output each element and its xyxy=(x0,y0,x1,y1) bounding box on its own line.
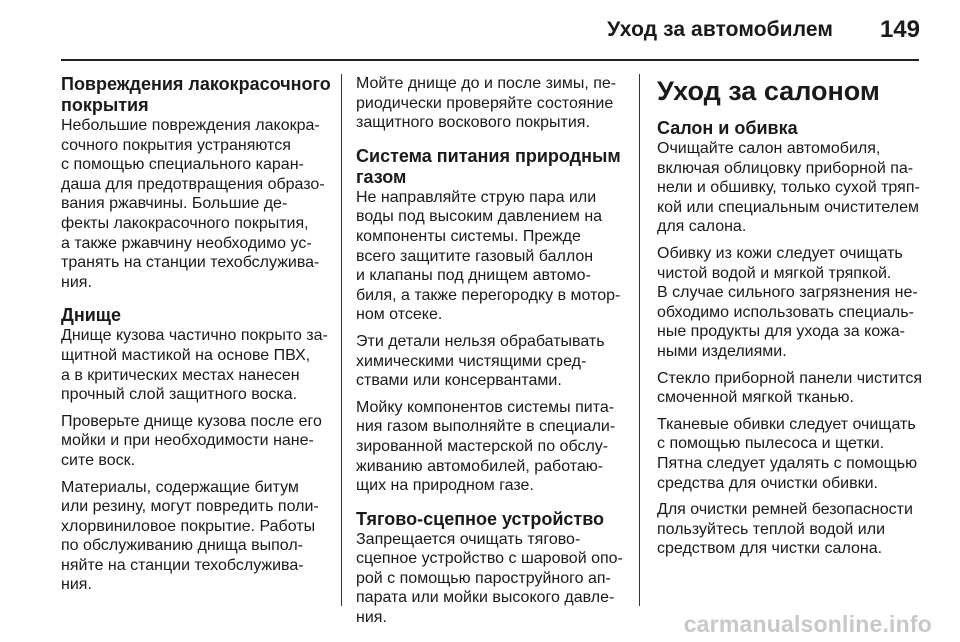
text-line: ными изделиями. xyxy=(657,342,787,360)
page-header xyxy=(0,0,960,58)
header-divider xyxy=(61,59,919,61)
text-line: по обслуживанию днища выпол- xyxy=(61,537,303,555)
column-1 xyxy=(61,74,333,595)
text-line: прочный слой защитного воска. xyxy=(61,386,298,404)
column-divider-1 xyxy=(341,74,342,606)
column-divider-2 xyxy=(639,74,640,606)
text-line: вания ржавчины. Большие де- xyxy=(61,195,288,213)
text-line: обходимо использовать специаль- xyxy=(657,303,914,321)
text-line: Пятна следует удалять с помощью xyxy=(657,454,918,472)
text-line: хлорвиниловое покрытие. Работы xyxy=(61,517,316,535)
text-line: ния. xyxy=(61,273,92,291)
section-title-underbody: Днище xyxy=(61,305,121,326)
section-title-interior-upholstery: Салон и обивка xyxy=(657,118,798,138)
text-line: Обивку из кожи следует очищать xyxy=(657,244,903,262)
text-line: защитного воскового покрытия. xyxy=(356,114,590,132)
text-line: всего защитите газовый баллон xyxy=(356,247,594,265)
text-line: включая облицовку приборной па- xyxy=(657,159,914,177)
paragraph xyxy=(657,244,922,362)
text-line: ном отсеке. xyxy=(356,306,443,324)
text-line: средства для очистки обивки. xyxy=(657,474,878,492)
text-line: для салона. xyxy=(657,218,747,236)
paragraph xyxy=(61,116,333,292)
text-line: фекты лакокрасочного покрытия, xyxy=(61,214,309,232)
text-line: ствами или консервантами. xyxy=(356,372,562,390)
text-line: Эти детали нельзя обрабатывать xyxy=(356,332,605,350)
text-line: зированной мастерской по обслу- xyxy=(356,437,609,455)
text-line: нели и обшивку, только сухой тряп- xyxy=(657,179,920,197)
text-line: няйте на станции техобслужива- xyxy=(61,556,304,574)
section-title-tow-hitch: Тягово-сцепное устройство xyxy=(356,508,605,529)
text-line: Проверьте днище кузова после его xyxy=(61,412,322,430)
text-line: ния газом выполняйте в специали- xyxy=(356,418,616,436)
text-line: Повреждения лакокрасочного xyxy=(61,74,331,94)
text-line: газом xyxy=(356,166,407,187)
section-title-paint-damage xyxy=(61,74,333,116)
text-line: ния. xyxy=(356,609,387,627)
text-line: даша для предотвращения образо- xyxy=(61,175,325,193)
text-line: а также ржавчину необходимо ус- xyxy=(61,234,312,252)
section-title-natural-gas xyxy=(356,146,626,188)
paragraph xyxy=(356,332,626,391)
text-line: средством для чистки салона. xyxy=(657,540,883,558)
text-line: чистой водой и мягкой тряпкой. xyxy=(657,264,892,282)
text-line: рой с помощью пароструйного ап- xyxy=(356,569,611,587)
text-line: В случае сильного загрязнения не- xyxy=(657,284,918,302)
text-line: с помощью специального каран- xyxy=(61,156,304,174)
text-line: транять на станции техобслужива- xyxy=(61,254,320,272)
text-line: щих на природном газе. xyxy=(356,477,534,495)
text-line: пользуйтесь теплой водой или xyxy=(657,520,886,538)
paragraph xyxy=(657,500,922,559)
text-line: риодически проверяйте состояние xyxy=(356,94,614,112)
text-line: Тканевые обивки следует очищать xyxy=(657,415,916,433)
text-line: сочного покрытия устраняются xyxy=(61,136,291,154)
text-line: Материалы, содержащие битум xyxy=(61,478,299,496)
text-line: сцепное устройство с шаровой опо- xyxy=(356,550,623,568)
text-line: Стекло приборной панели чистится xyxy=(657,369,923,387)
paragraph xyxy=(356,530,626,628)
text-line: щитной мастикой на основе ПВХ, xyxy=(61,346,311,364)
text-line: мойки и при необходимости нане- xyxy=(61,432,314,450)
text-line: компоненты системы. Прежде xyxy=(356,227,581,245)
paragraph xyxy=(356,188,626,325)
watermark: carmanualsonline.info xyxy=(683,611,932,637)
paragraph xyxy=(356,398,626,496)
text-line: Система питания природным xyxy=(356,145,621,166)
text-line: покрытия xyxy=(61,95,149,115)
column-3 xyxy=(657,74,922,559)
text-line: Днище кузова частично покрыто за- xyxy=(61,327,328,345)
text-line: живанию автомобилей, работаю- xyxy=(356,457,604,475)
text-line: биля, а также перегородку в мотор- xyxy=(356,286,621,304)
text-line: с помощью пылесоса и щетки. xyxy=(657,435,885,453)
paragraph xyxy=(61,412,333,471)
text-line: воды под высоким давлением на xyxy=(356,208,603,226)
paragraph xyxy=(356,74,626,133)
text-line: смоченной мягкой тканью. xyxy=(657,389,854,407)
text-line: и клапаны под днищем автомо- xyxy=(356,267,591,285)
text-line: Запрещается очищать тягово- xyxy=(356,530,581,548)
text-line: или резину, могут повредить поли- xyxy=(61,498,319,516)
text-line: Небольшие повреждения лакокра- xyxy=(61,117,320,134)
column-2 xyxy=(356,74,626,628)
text-line: Не направляйте струю пара или xyxy=(356,188,597,206)
text-line: а в критических местах нанесен xyxy=(61,366,300,384)
paragraph xyxy=(61,326,333,404)
paragraph xyxy=(657,369,922,408)
chapter-heading-interior-care: Уход за салоном xyxy=(657,76,880,106)
text-line: ния. xyxy=(61,576,92,594)
text-line: Очищайте салон автомобиля, xyxy=(657,140,881,157)
text-line: парата или мойки высокого давле- xyxy=(356,589,615,607)
text-line: сите воск. xyxy=(61,451,136,469)
page-number: 149 xyxy=(879,16,920,43)
text-line: химическими чистящими сред- xyxy=(356,352,587,370)
text-line: Мойте днище до и после зимы, пе- xyxy=(356,75,617,92)
paragraph xyxy=(657,139,922,237)
text-line: кой или специальным очистителем xyxy=(657,198,919,216)
text-line: Мойку компонентов системы пита- xyxy=(356,398,615,416)
chapter-title: Уход за автомобилем xyxy=(607,18,833,41)
paragraph xyxy=(657,415,922,493)
paragraph xyxy=(61,478,333,596)
text-line: ные продукты для ухода за кожа- xyxy=(657,323,905,341)
text-line: Для очистки ремней безопасности xyxy=(657,501,913,519)
